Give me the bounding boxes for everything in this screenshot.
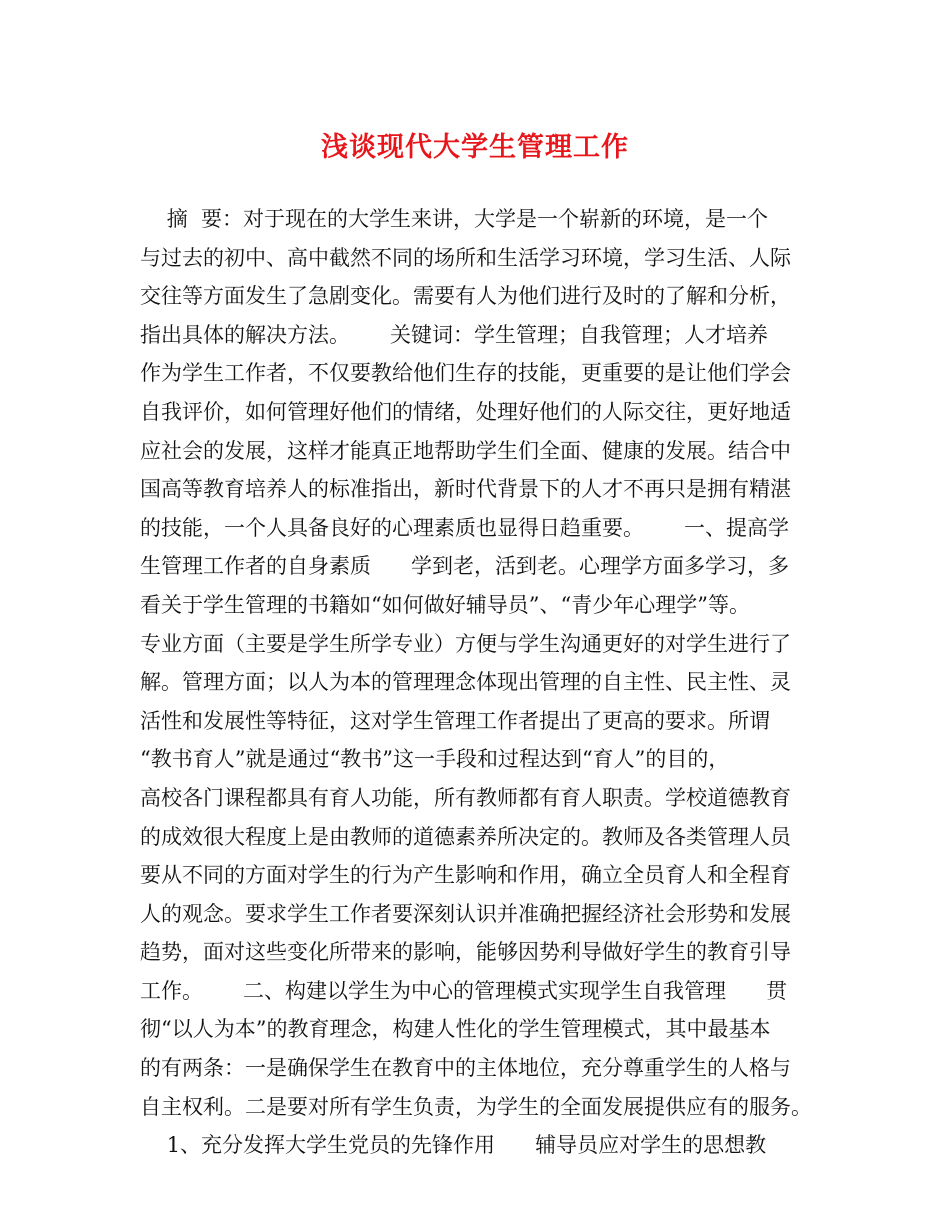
body-text-line: 要从不同的方面对学生的行为产生影响和作用，确立全员育人和全程育 bbox=[140, 863, 791, 888]
body-text-line: 与过去的初中、高中截然不同的场所和生活学习环境，学习生活、人际 bbox=[140, 245, 791, 270]
body-text-line: 的技能，一个人具备良好的心理素质也显得日趋重要。 一、提高学 bbox=[140, 515, 790, 540]
body-text-line: 的成效很大程度上是由教师的道德素养所决定的。教师及各类管理人员 bbox=[140, 824, 791, 849]
body-text-line: 摘 要：对于现在的大学生来讲，大学是一个崭新的环境，是一个 bbox=[140, 207, 769, 231]
body-text-line: 彻“以人为本”的教育理念，构建人性化的学生管理模式，其中最基本 bbox=[140, 1017, 771, 1042]
body-text-line: 指出具体的解决方法。 关键词：学生管理；自我管理；人才培养 bbox=[140, 322, 769, 347]
body-text-line: 自主权利。二是要对所有学生负责，为学生的全面发展提供应有的服务。 bbox=[140, 1094, 812, 1119]
document-title: 浅谈现代大学生管理工作 bbox=[321, 132, 629, 163]
body-text-line: 解。管理方面；以人为本的管理理念体现出管理的自主性、民主性、灵 bbox=[140, 670, 791, 695]
body-text-line: 交往等方面发生了急剧变化。需要有人为他们进行及时的了解和分析， bbox=[140, 284, 791, 309]
body-text-line: 高校各门课程都具有育人功能，所有教师都有育人职责。学校道德教育 bbox=[140, 785, 791, 810]
body-text-line: 活性和发展性等特征，这对学生管理工作者提出了更高的要求。所谓 bbox=[140, 708, 770, 733]
body-text-line: 作为学生工作者，不仅要教给他们生存的技能，更重要的是让他们学会 bbox=[140, 361, 791, 386]
body-text-line: 应社会的发展，这样才能真正地帮助学生们全面、健康的发展。结合中 bbox=[140, 438, 791, 463]
body-text-line: 人的观念。要求学生工作者要深刻认识并准确把握经济社会形势和发展 bbox=[140, 901, 791, 926]
body-text-line: 工作。 二、构建以学生为中心的管理模式实现学生自我管理 贯 bbox=[140, 978, 788, 1003]
document-body bbox=[140, 200, 812, 1165]
body-text-line: “教书育人”就是通过“教书”这一手段和过程达到“育人”的目的， bbox=[140, 747, 730, 772]
body-text-line: 生管理工作者的自身素质 学到老，活到老。心理学方面多学习，多 bbox=[140, 554, 790, 579]
body-text-line: 1、充分发挥大学生党员的先锋作用 辅导员应对学生的思想教 bbox=[140, 1133, 767, 1158]
body-text-line: 自我评价，如何管理好他们的情绪，处理好他们的人际交往，更好地适 bbox=[140, 399, 791, 424]
body-text-line: 趋势，面对这些变化所带来的影响，能够因势利导做好学生的教育引导 bbox=[140, 940, 791, 965]
body-text-line: 国高等教育培养人的标准指出，新时代背景下的人才不再只是拥有精湛 bbox=[140, 477, 791, 502]
body-text-line: 看关于学生管理的书籍如“如何做好辅导员”、“青少年心理学”等。 bbox=[140, 592, 750, 617]
body-text-line: 的有两条：一是确保学生在教育中的主体地位，充分尊重学生的人格与 bbox=[140, 1056, 791, 1081]
body-text-line: 专业方面（主要是学生所学专业）方便与学生沟通更好的对学生进行了 bbox=[140, 631, 791, 656]
